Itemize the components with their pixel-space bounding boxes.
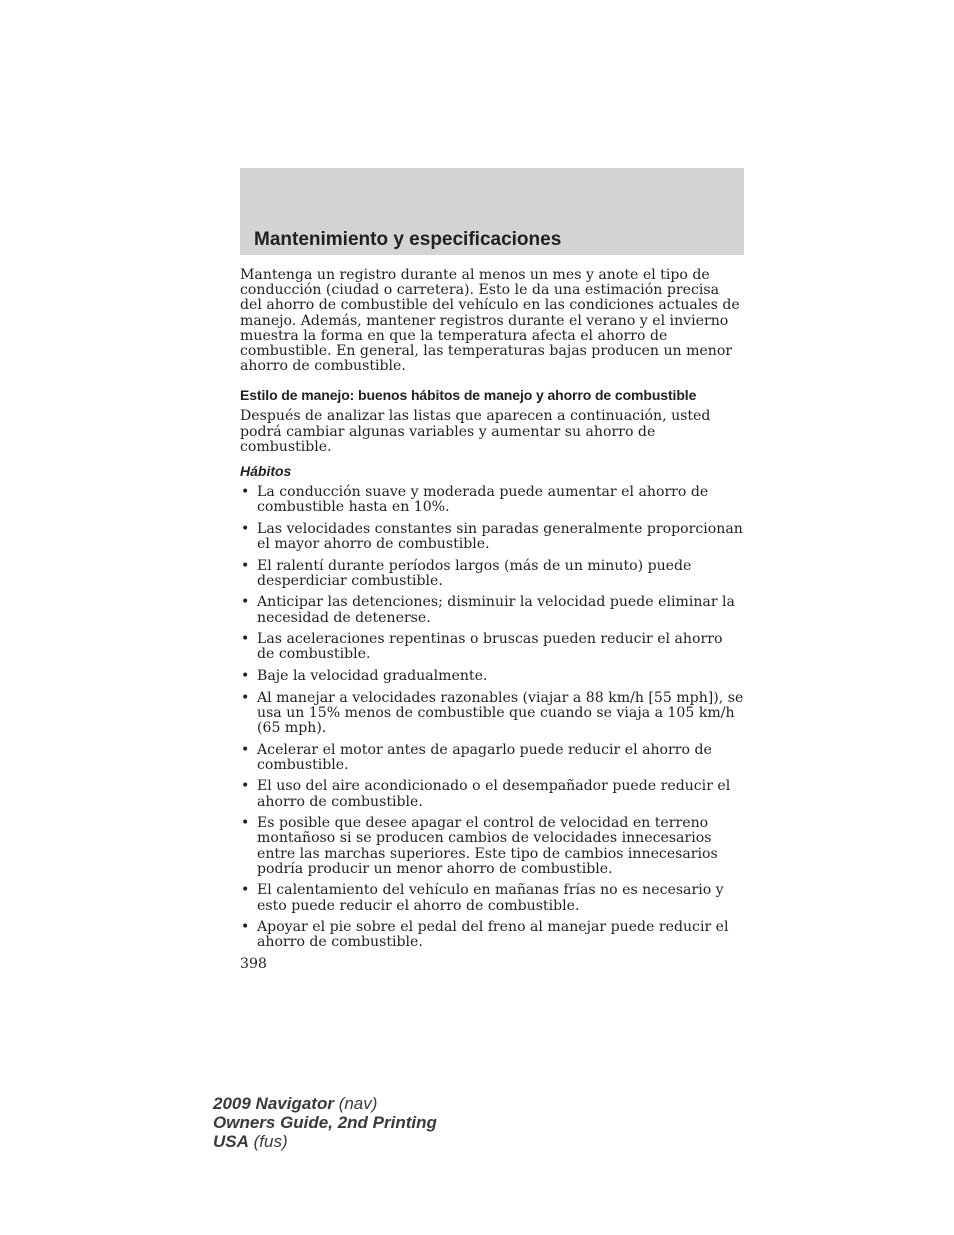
- footer-model-code: (nav): [338, 1094, 378, 1113]
- footer-market-code: (fus): [253, 1132, 288, 1151]
- list-item: [240, 883, 744, 913]
- bullet-icon: •: [241, 557, 250, 574]
- habits-list: [240, 485, 744, 951]
- bullet-icon: •: [241, 594, 250, 611]
- list-item: [240, 485, 744, 515]
- section-title: Mantenimiento y especificaciones: [254, 229, 562, 250]
- lead-paragraph: Después de analizar las listas que aparecen a continuación, usted podrá cambiar algunas variables y aumentar su ahorro de combustible.: [240, 408, 711, 455]
- habits-subheading: Hábitos: [240, 463, 292, 480]
- list-item-text: Anticipar las detenciones; disminuir la velocidad puede eliminar la necesidad de detenerse.: [257, 594, 735, 626]
- list-item: [240, 920, 744, 950]
- list-item: [240, 522, 744, 552]
- list-item: [240, 559, 744, 589]
- bullet-icon: •: [241, 668, 250, 685]
- intro-paragraph: Mantenga un registro durante al menos un mes y anote el tipo de conducción (ciudad o carretera). Esto le da una estimación precisa del ahorro de combustible del vehículo en las condiciones actuales de manejo. Además, mantener registros durante el verano y el invierno muestra la forma en que la temperatura afecta el ahorro de combustible. En general, las temperaturas bajas producen un menor ahorro de combustible.: [240, 267, 740, 375]
- list-item: [240, 743, 744, 773]
- list-item: [240, 595, 744, 625]
- bullet-icon: •: [241, 882, 250, 899]
- bullet-icon: •: [241, 631, 250, 648]
- footer-market: USA: [213, 1132, 249, 1151]
- bullet-icon: •: [241, 484, 250, 501]
- bullet-icon: •: [241, 815, 250, 832]
- page-content: [240, 268, 744, 972]
- list-item-text: La conducción suave y moderada puede aumentar el ahorro de combustible hasta en 10%.: [257, 484, 709, 516]
- document-footer: [213, 1094, 437, 1151]
- list-item-text: El uso del aire acondicionado o el desempañador puede reducir el ahorro de combustible.: [257, 778, 731, 810]
- driving-style-heading: Estilo de manejo: buenos hábitos de manejo y ahorro de combustible: [240, 387, 697, 404]
- list-item-text: Acelerar el motor antes de apagarlo puede reducir el ahorro de combustible.: [257, 741, 712, 773]
- list-item-text: El ralentí durante períodos largos (más de un minuto) puede desperdiciar combustible.: [257, 557, 692, 589]
- bullet-icon: •: [241, 689, 250, 706]
- list-item: [240, 691, 744, 737]
- list-item-text: El calentamiento del vehículo en mañanas frías no es necesario y esto puede reducir el ahorro de combustible.: [257, 882, 724, 914]
- list-item-text: Baje la velocidad gradualmente.: [257, 668, 488, 685]
- list-item: [240, 779, 744, 809]
- bullet-icon: •: [241, 520, 250, 537]
- footer-model: 2009 Navigator: [213, 1094, 334, 1113]
- bullet-icon: •: [241, 919, 250, 936]
- list-item-text: Al manejar a velocidades razonables (viajar a 88 km/h [55 mph]), se usa un 15% menos de combustible que cuando se viaja a 105 km/h (65 mph).: [257, 689, 744, 737]
- footer-line-guide: Owners Guide, 2nd Printing: [213, 1113, 437, 1132]
- list-item-text: Apoyar el pie sobre el pedal del freno al manejar puede reducir el ahorro de combustible.: [257, 919, 729, 951]
- list-item: [240, 632, 744, 662]
- page-number: 398: [240, 956, 267, 972]
- footer-line-market: [213, 1132, 437, 1151]
- list-item-text: Las velocidades constantes sin paradas generalmente proporcionan el mayor ahorro de combustible.: [257, 520, 743, 553]
- bullet-icon: •: [241, 778, 250, 795]
- bullet-icon: •: [241, 741, 250, 758]
- list-item: [240, 816, 744, 877]
- list-item: [240, 669, 744, 684]
- section-header-band: [240, 168, 744, 255]
- footer-line-model: [213, 1094, 437, 1113]
- list-item-text: Es posible que desee apagar el control de velocidad en terreno montañoso si se producen cambios de velocidades innecesarios entre las marchas superiores. Este tipo de cambios innecesarios podría producir un menor ahorro de combustible.: [257, 815, 718, 877]
- list-item-text: Las aceleraciones repentinas o bruscas pueden reducir el ahorro de combustible.: [257, 631, 723, 663]
